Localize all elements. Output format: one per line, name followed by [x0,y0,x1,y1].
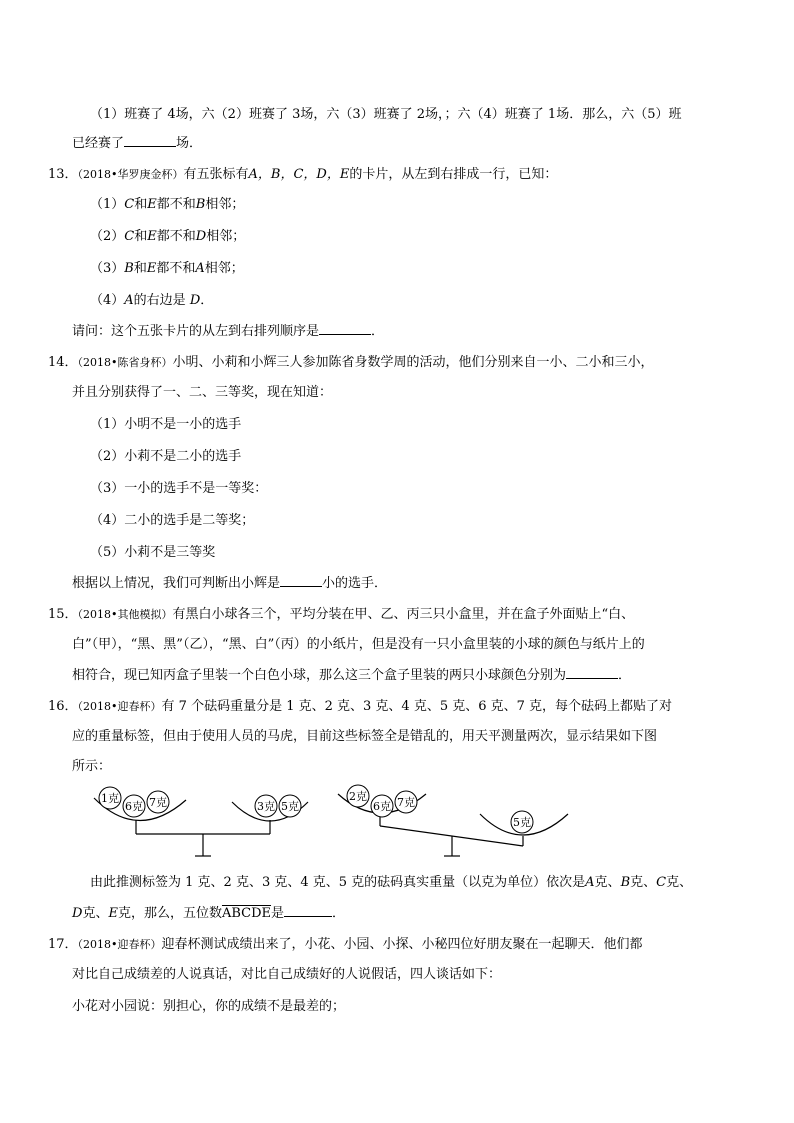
q13-condition-1: （1）C和E都不和B相邻； [90,197,245,212]
question-number: 15． [48,607,78,622]
answer-blank[interactable] [566,666,618,679]
q14-ask: 根据以上情况，我们可判断出小辉是 小的选手． [72,576,388,591]
q14-condition-2: （2）小莉不是二小的选手 [90,449,242,464]
q13-text: 的卡片，从左到右排成一行，已知： [349,167,558,182]
question-number: 17． [48,937,78,952]
q16-line2: 应的重量标签，但由于使用人员的马虎，目前这些标签全是错乱的，用天平测量两次，显示结果如下图 [72,729,658,744]
q16-answer-line1: 由此推测标签为 1 克、2 克、3 克、4 克、5 克的砝码真实重量（以克为单位）依次是A克、B克、C克、 [90,875,693,890]
q14-condition-4: （4）二小的选手是二等奖； [90,513,255,528]
q12-text: 场． [176,136,203,151]
answer-blank[interactable] [319,322,371,335]
q16-line3: 所示： [72,759,112,774]
q14-header [48,354,654,372]
q14-line2: 并且分别获得了一、二、三等奖，现在知道： [72,385,333,400]
weight-label: 5克 [281,800,299,813]
q15-text: 有黑白小球各三个，平均分装在甲、乙、丙三只小盒里，并在盒子外面贴上“白、 [172,607,635,622]
weight-label: 3克 [257,800,275,813]
question-source: （2018•迎春杯） [77,938,162,951]
q17-text: 迎春杯测试成绩出来了，小花、小园、小探、小秘四位好朋友聚在一起聊天．他们都 [161,937,643,952]
weight-label: 6克 [373,800,391,813]
q15-line2: 白”（甲），“黑、黑”（乙），“黑、白”（丙）的小纸片，但是没有一只小盒里装的小球的颜色与纸片上的 [72,637,645,652]
q17-header [48,936,643,954]
question-source: （2018•华罗庚金杯） [77,168,184,181]
q13-text: 有五张标有 [183,167,249,182]
weight-label: 6克 [125,800,143,813]
question-number: 13． [48,167,78,182]
q13-condition-2: （2）C和E都不和D相邻； [90,229,246,244]
question-source: （2018•其他模拟） [77,608,173,621]
q13-ask: 请问：这个五张卡片的从左到右排列顺序是 ． [72,324,385,339]
question-source: （2018•陈省身杯） [77,356,173,369]
weight-label: 2克 [349,790,367,803]
q13-letters: A，B，C，D，E [248,167,350,182]
five-digit-number: ABCDE [221,906,272,921]
q16-header [48,698,672,716]
q12-line2 [72,134,202,153]
q14-text: 小明、小莉和小辉三人参加陈省身数学周的活动，他们分别来自一小、二小和三小， [172,355,654,370]
q15-header [48,606,634,624]
q12-text: （1）班赛了 4场，六（2）班赛了 3场，六（3）班赛了 2场，；六（4）班赛了 1场．那么，六（5）班 [90,107,682,122]
q14-condition-3: （3）一小的选手不是一等奖： [90,481,268,496]
q12-line1 [90,106,681,124]
balance-scales-figure [80,782,580,864]
question-number: 16． [48,699,78,714]
balance-scale-1 [94,787,308,856]
q16-text: 有 7 个砝码重量分是 1 克、2 克、3 克、4 克、5 克、6 克、7 克，每个砝码上都贴了对 [161,699,673,714]
q13-condition-4: （4）A的右边是 D． [90,293,214,308]
q12-text: 已经赛了 [72,136,125,151]
q17-line3: 小花对小园说：别担心，你的成绩不是最差的； [72,999,346,1014]
weight-label: 7克 [397,796,415,809]
q14-condition-1: （1）小明不是一小的选手 [90,417,242,432]
weight-label: 7克 [149,796,167,809]
q14-condition-5: （5）小莉不是三等奖 [90,545,216,560]
q15-line3: 相符合，现已知丙盒子里装一个白色小球，那么这三个盒子里装的两只小球颜色分别为 ． [72,668,632,683]
q17-line2: 对比自己成绩差的人说真话，对比自己成绩好的人说假话，四人谈话如下： [72,967,502,982]
q13-header [48,166,557,184]
question-source: （2018•迎春杯） [77,700,162,713]
answer-blank[interactable] [284,904,332,917]
answer-blank[interactable] [280,574,322,587]
question-number: 14． [48,355,78,370]
q13-condition-3: （3）B和E都不和A相邻； [90,261,244,276]
q16-answer-line2: D克、E克，那么，五位数ABCDE是 ． [72,906,346,921]
answer-blank[interactable] [124,134,176,147]
weight-label: 5克 [513,816,531,829]
balance-scale-2 [338,785,568,856]
weight-label: 1克 [101,792,119,805]
